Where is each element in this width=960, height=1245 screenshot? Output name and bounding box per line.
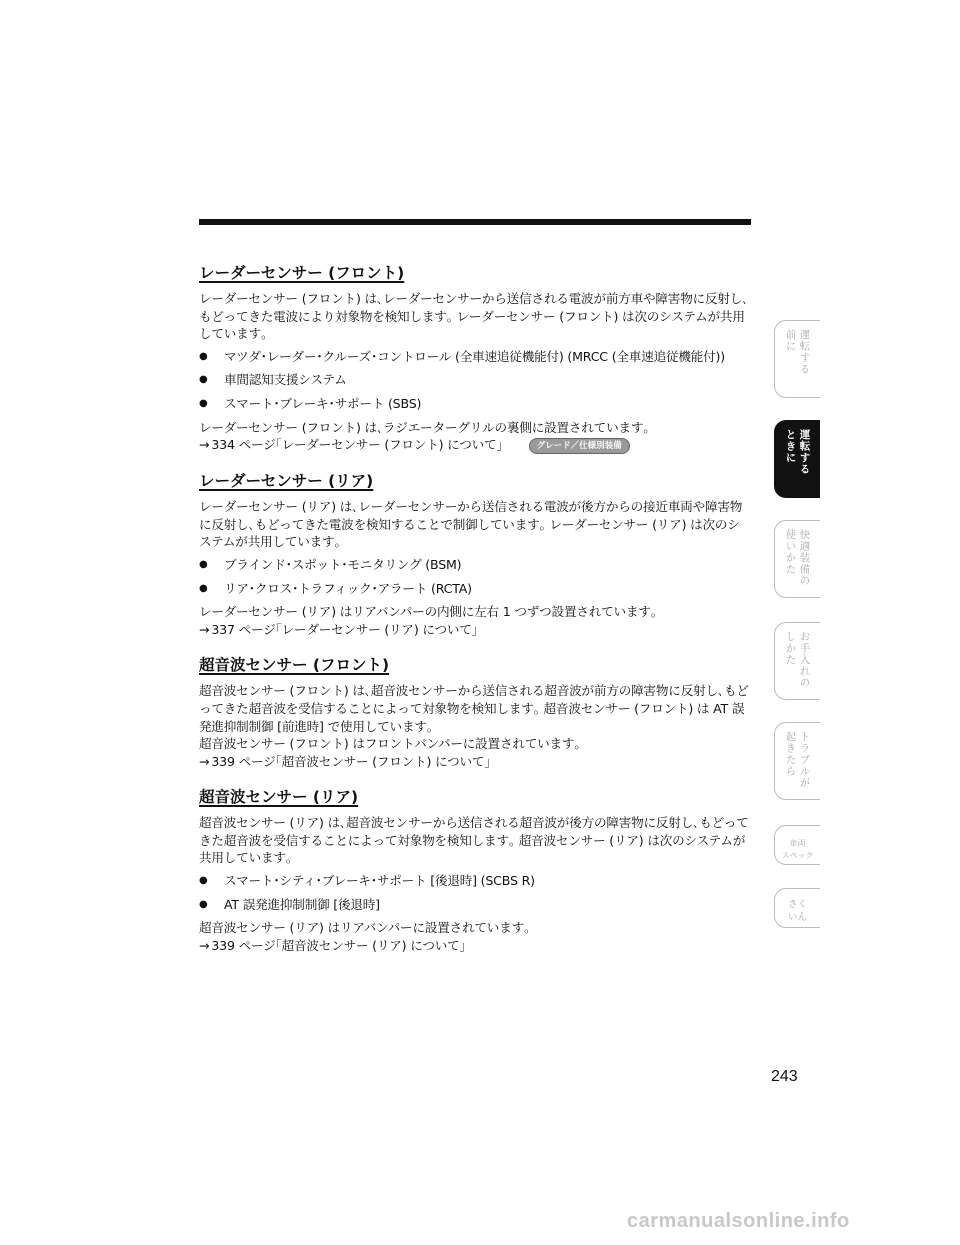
bullet-list bbox=[199, 872, 751, 913]
list-item: ● AT 誤発進抑制制御 [後退時] bbox=[199, 896, 380, 912]
section-intro: 超音波センサー (リア) は､超音波センサーから送信される超音波が後方の障害物に反射し､もどってきた超音波を受信することによって対象物を検知します｡ 超音波センサー (リア) は次のシステムが共用しています｡ bbox=[199, 815, 749, 866]
grade-badge: グレード／仕様別装備 bbox=[529, 438, 630, 454]
main-content bbox=[199, 262, 751, 970]
bullet-icon: ● bbox=[199, 582, 208, 594]
page-reference-link[interactable]: → 339 ページ｢超音波センサー (フロント) について｣ bbox=[199, 753, 491, 769]
arrow-icon: → bbox=[199, 937, 210, 953]
page-reference-link[interactable]: → 334 ページ｢レーダーセンサー (フロント) について｣ グレード／仕様別装備 bbox=[199, 436, 751, 454]
section-intro: 超音波センサー (フロント) は､超音波センサーから送信される超音波が前方の障害物に反射し､もどってきた超音波を受信することによって対象物を検知します｡ 超音波センサー (フロント) は AT 誤発進抑制制御 [前進時] で使用しています｡ bbox=[199, 683, 749, 734]
list-item: ● 車間認知支援システム bbox=[199, 372, 347, 388]
page-reference-link[interactable]: → 339 ページ｢超音波センサー (リア) について｣ bbox=[199, 937, 466, 953]
section-heading: 超音波センサー (リア) bbox=[199, 788, 359, 807]
bullet-icon: ● bbox=[199, 558, 208, 570]
page-number: 243 bbox=[771, 1068, 798, 1085]
list-item: ● スマート･ブレーキ･サポート (SBS) bbox=[199, 395, 422, 411]
bullet-icon: ● bbox=[199, 350, 208, 362]
section-outro: レーダーセンサー (フロント) は､ラジエーターグリルの裏側に設置されています｡ bbox=[199, 419, 650, 435]
bullet-list bbox=[199, 348, 751, 413]
watermark: carmanualsonline.info bbox=[627, 1210, 850, 1232]
tab-comfort-equipment[interactable]: 快適装備の 使いかた bbox=[774, 520, 820, 598]
tab-index[interactable]: さく いん bbox=[774, 888, 820, 928]
list-item: ● マツダ･レーダー･クルーズ･コントロール (全車速追従機能付) (MRCC (全車速追従機能付)) bbox=[199, 348, 725, 364]
tab-before-driving[interactable]: 運転する 前に bbox=[774, 320, 820, 398]
bullet-icon: ● bbox=[199, 898, 208, 910]
list-item: ● リア･クロス･トラフィック･アラート (RCTA) bbox=[199, 580, 472, 596]
tab-troubleshooting[interactable]: トラブルが 起きたら bbox=[774, 722, 820, 800]
bullet-icon: ● bbox=[199, 374, 208, 386]
page-reference-link[interactable]: → 337 ページ｢レーダーセンサー (リア) について｣ bbox=[199, 621, 478, 637]
section-heading: 超音波センサー (フロント) bbox=[199, 656, 390, 675]
header-rule bbox=[199, 219, 751, 225]
arrow-icon: → bbox=[199, 753, 210, 769]
arrow-icon: → bbox=[199, 437, 210, 453]
section-outro: 超音波センサー (フロント) はフロントバンパーに設置されています｡ bbox=[199, 736, 581, 752]
tab-vehicle-specs[interactable]: 車両 スペック bbox=[774, 825, 820, 865]
section-heading: レーダーセンサー (リア) bbox=[199, 472, 374, 491]
section-intro: レーダーセンサー (フロント) は､レーダーセンサーから送信される電波が前方車や障害物に反射し､もどってきた電波により対象物を検知します｡ レーダーセンサー (フロント) は次のシステムが共用しています｡ bbox=[199, 291, 749, 342]
arrow-icon: → bbox=[199, 621, 210, 637]
tab-while-driving[interactable]: 運転する ときに bbox=[774, 420, 820, 498]
list-item: ● ブラインド･スポット･モニタリング (BSM) bbox=[199, 556, 462, 572]
bullet-icon: ● bbox=[199, 397, 208, 409]
tab-maintenance[interactable]: お手入れの しかた bbox=[774, 622, 820, 700]
bullet-list bbox=[199, 556, 751, 597]
section-outro: レーダーセンサー (リア) はリアバンパーの内側に左右 1 つずつ設置されています｡ bbox=[199, 604, 657, 620]
list-item: ● スマート･シティ･ブレーキ･サポート [後退時] (SCBS R) bbox=[199, 873, 535, 889]
section-intro: レーダーセンサー (リア) は､レーダーセンサーから送信される電波が後方からの接近車両や障害物に反射し､もどってきた電波を検知することで制御しています｡ レーダーセンサー (リア) は次のシステムが共用しています｡ bbox=[199, 499, 743, 550]
section-heading: レーダーセンサー (フロント) bbox=[199, 264, 405, 282]
section-outro: 超音波センサー (リア) はリアバンパーに設置されています｡ bbox=[199, 920, 531, 936]
bullet-icon: ● bbox=[199, 875, 208, 887]
